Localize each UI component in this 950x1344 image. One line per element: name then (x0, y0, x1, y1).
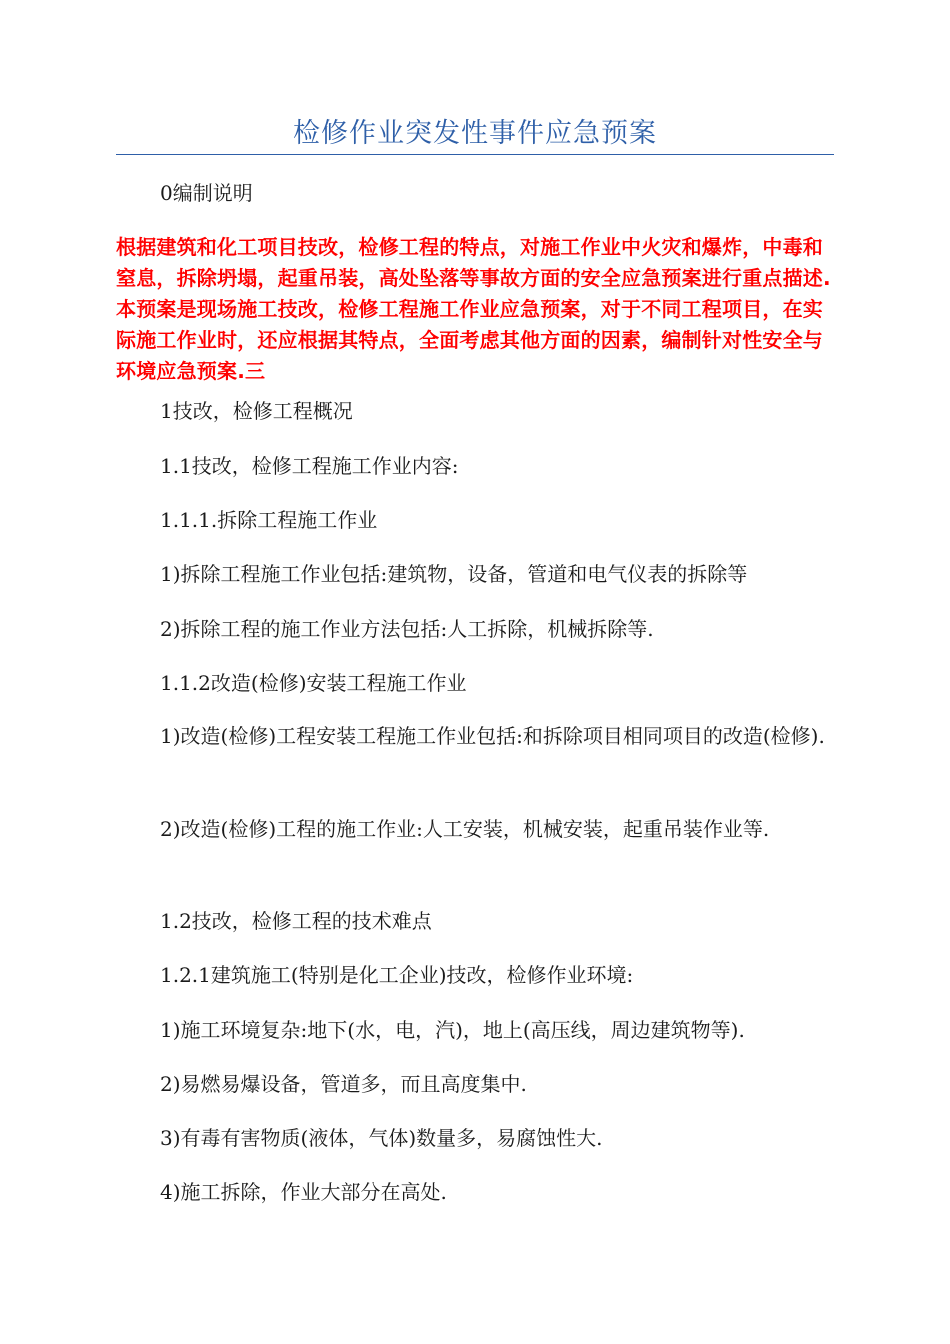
section-heading-1-2: 1.2技改，检修工程的技术难点 (160, 909, 432, 933)
section-heading-1-2-1: 1.2.1建筑施工(特别是化工企业)技改，检修作业环境: (160, 963, 634, 987)
list-item-renovation-methods: 2)改造(检修)工程的施工作业:人工安装，机械安装，起重吊装作业等. (160, 817, 770, 841)
section-compilation-notes: 0编制说明 (160, 181, 253, 205)
list-item-work-at-height: 4)施工拆除，作业大部分在高处. (160, 1180, 447, 1204)
section-heading-1-1: 1.1技改，检修工程施工作业内容: (160, 454, 459, 478)
list-item-toxic-substances: 3)有毒有害物质(液体，气体)数量多，易腐蚀性大. (160, 1126, 603, 1150)
list-item-demolition-methods: 2)拆除工程的施工作业方法包括:人工拆除，机械拆除等. (160, 617, 654, 641)
title-underline (116, 154, 834, 155)
section-heading-1: 1技改，检修工程概况 (160, 399, 353, 423)
section-heading-1-1-2: 1.1.2改造(检修)安装工程施工作业 (160, 671, 467, 695)
list-item-demolition-scope: 1)拆除工程施工作业包括:建筑物，设备，管道和电气仪表的拆除等 (160, 562, 748, 586)
document-title: 检修作业突发性事件应急预案 (293, 118, 657, 149)
list-item-flammable-equipment: 2)易燃易爆设备，管道多，而且高度集中. (160, 1072, 527, 1096)
section-heading-1-1-1: 1.1.1.拆除工程施工作业 (160, 508, 378, 532)
highlighted-intro-paragraph: 根据建筑和化工项目技改，检修工程的特点，对施工作业中火灾和爆炸，中毒和窒息，拆除坍塌，起重吊装，高处坠落等事故方面的安全应急预案进行重点描述.本预案是现场施工技改，检修工程施工作业应急预案，对于不同工程项目，在实际施工作业时，还应根据其特点，全面考虑其他方面的因素，编制针对性安全与环境应急预案.三 (116, 235, 831, 383)
list-item-complex-environment: 1)施工环境复杂:地下(水，电，汽)，地上(高压线，周边建筑物等). (160, 1018, 745, 1042)
list-item-renovation-scope: 1)改造(检修)工程安装工程施工作业包括:和拆除项目相同项目的改造(检修). (160, 724, 825, 748)
